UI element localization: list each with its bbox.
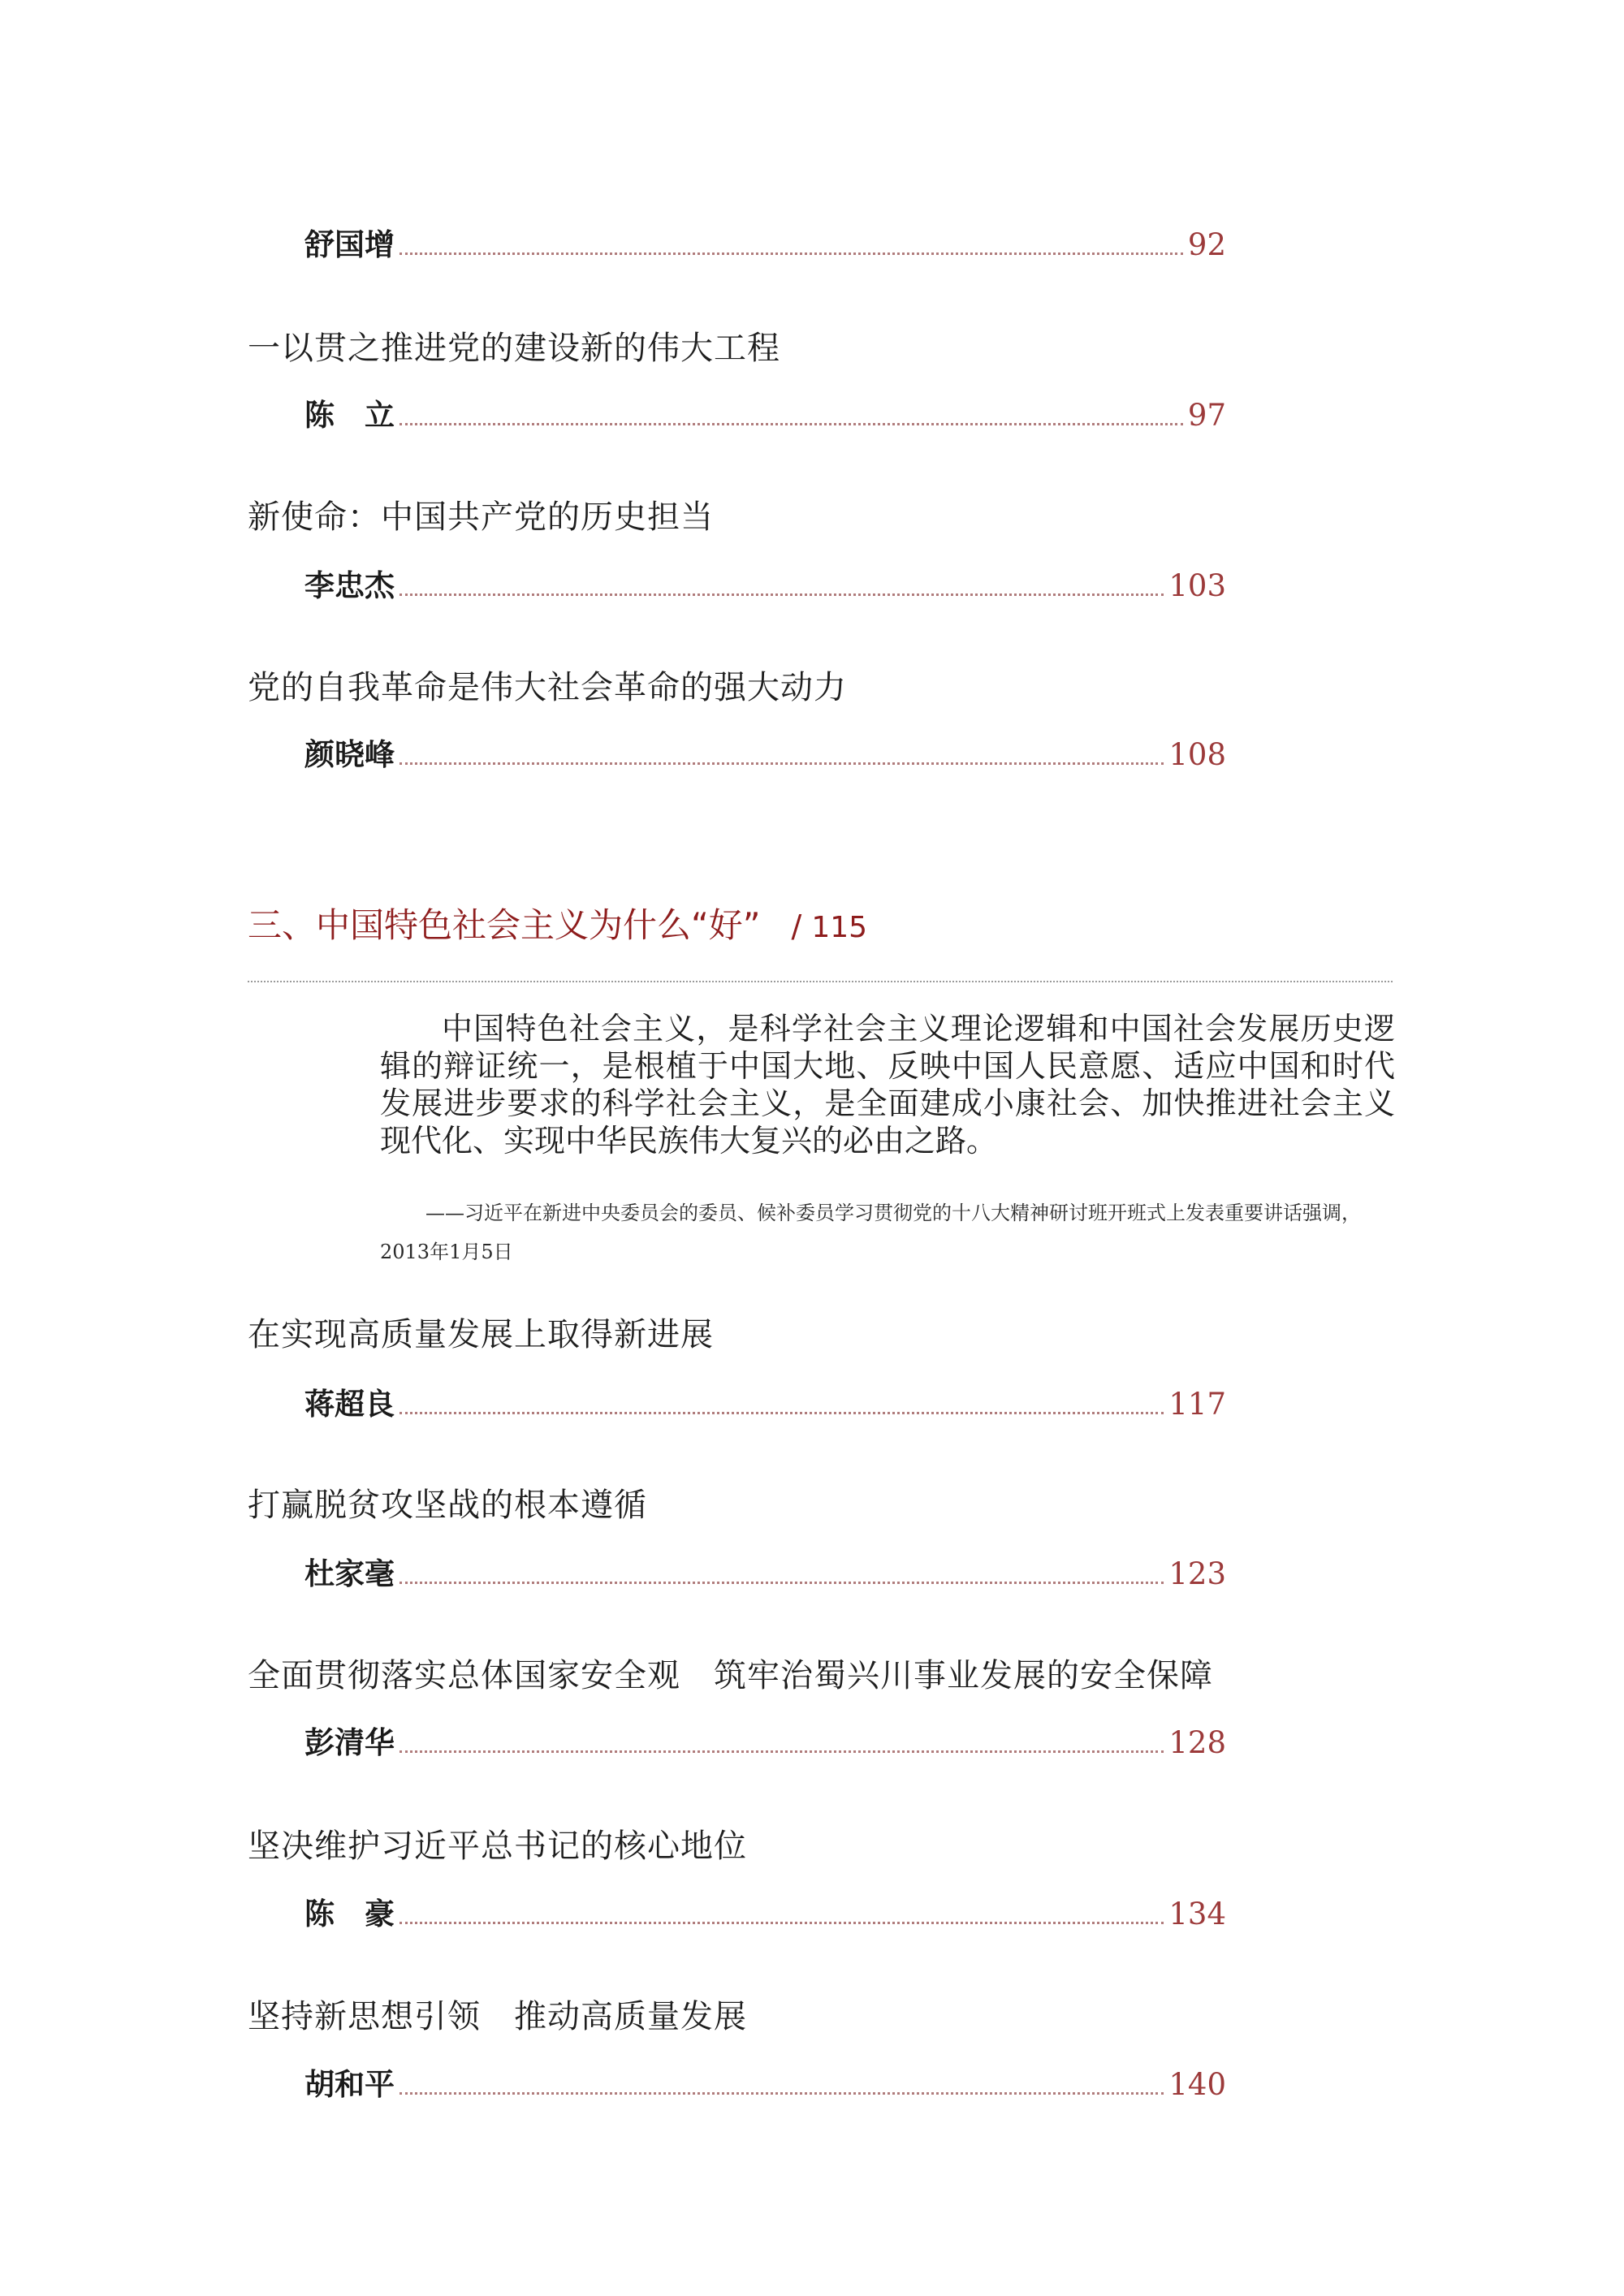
author-name: 胡和平 — [304, 2067, 395, 2102]
toc-entry-title[interactable]: 一以贯之推进党的建设新的伟大工程 — [248, 330, 780, 367]
dot-leader — [400, 1921, 1164, 1924]
dot-leader — [400, 422, 1183, 425]
author-name: 蒋超良 — [304, 1387, 395, 1422]
page-number: 97 — [1187, 398, 1226, 433]
section-title: 三、中国特色社会主义为什么“好” — [248, 905, 761, 945]
toc-entry-author-line[interactable] — [304, 1548, 1226, 1594]
toc-entry-title[interactable]: 在实现高质量发展上取得新进展 — [248, 1316, 714, 1353]
section-page-number: 115 — [811, 911, 868, 944]
author-name: 彭清华 — [304, 1725, 395, 1760]
section-slash: / — [791, 908, 802, 944]
toc-entry-author-line[interactable] — [304, 1888, 1226, 1934]
dot-leader — [400, 252, 1183, 255]
author-name: 李忠杰 — [304, 568, 395, 603]
epigraph-source: ——习近平在新进中央委员会的委员、候补委员学习贯彻党的十八大精神研讨班开班式上发表重要讲话强调，2013年1月5日 — [380, 1202, 1361, 1263]
author-name: 杜家毫 — [304, 1556, 395, 1591]
dot-leader — [400, 1411, 1164, 1414]
toc-entry-author-line[interactable] — [304, 560, 1226, 606]
toc-entry-title[interactable]: 坚决维护习近平总书记的核心地位 — [248, 1828, 747, 1865]
section-divider — [248, 981, 1393, 982]
toc-entry-author-line[interactable] — [304, 219, 1226, 265]
toc-entry-author-line[interactable] — [304, 390, 1226, 435]
toc-entry-author-line[interactable] — [304, 729, 1226, 775]
section-heading[interactable] — [248, 903, 867, 951]
dot-leader — [400, 1750, 1164, 1753]
dot-leader — [400, 2091, 1164, 2095]
toc-entry-title[interactable]: 全面贯彻落实总体国家安全观 筑牢治蜀兴川事业发展的安全保障 — [248, 1657, 1213, 1694]
toc-entry-title[interactable]: 新使命：中国共产党的历史担当 — [248, 498, 714, 536]
toc-entry-title[interactable]: 党的自我革命是伟大社会革命的强大动力 — [248, 669, 847, 706]
author-name: 舒国增 — [304, 227, 395, 262]
toc-entry-author-line[interactable] — [304, 1379, 1226, 1424]
page-number: 108 — [1168, 737, 1226, 772]
page-number: 134 — [1168, 1897, 1226, 1931]
author-name: 颜晓峰 — [304, 737, 395, 772]
dot-leader — [400, 1581, 1164, 1584]
author-name: 陈 豪 — [304, 1897, 395, 1931]
epigraph-quote: 中国特色社会主义，是科学社会主义理论逻辑和中国社会发展历史逻辑的辩证统一，是根植于中国大地、反映中国人民意愿、适应中国和时代发展进步要求的科学社会主义，是全面建成小康社会、加快推进社会主义现代化、实现中华民族伟大复兴的必由之路。 — [380, 1011, 1395, 1159]
dot-leader — [400, 593, 1164, 596]
page-number: 117 — [1168, 1387, 1226, 1422]
page-number: 128 — [1168, 1725, 1226, 1760]
page-number: 140 — [1168, 2067, 1226, 2102]
page-number: 92 — [1187, 227, 1226, 262]
toc-entry-author-line[interactable] — [304, 2059, 1226, 2104]
toc-entry-title[interactable]: 坚持新思想引领 推动高质量发展 — [248, 1998, 747, 2035]
page-number: 103 — [1168, 568, 1226, 603]
toc-entry-title[interactable]: 打赢脱贫攻坚战的根本遵循 — [248, 1487, 647, 1524]
page-number: 123 — [1168, 1556, 1226, 1591]
toc-entry-author-line[interactable] — [304, 1717, 1226, 1763]
author-name: 陈 立 — [304, 398, 395, 433]
dot-leader — [400, 762, 1164, 765]
